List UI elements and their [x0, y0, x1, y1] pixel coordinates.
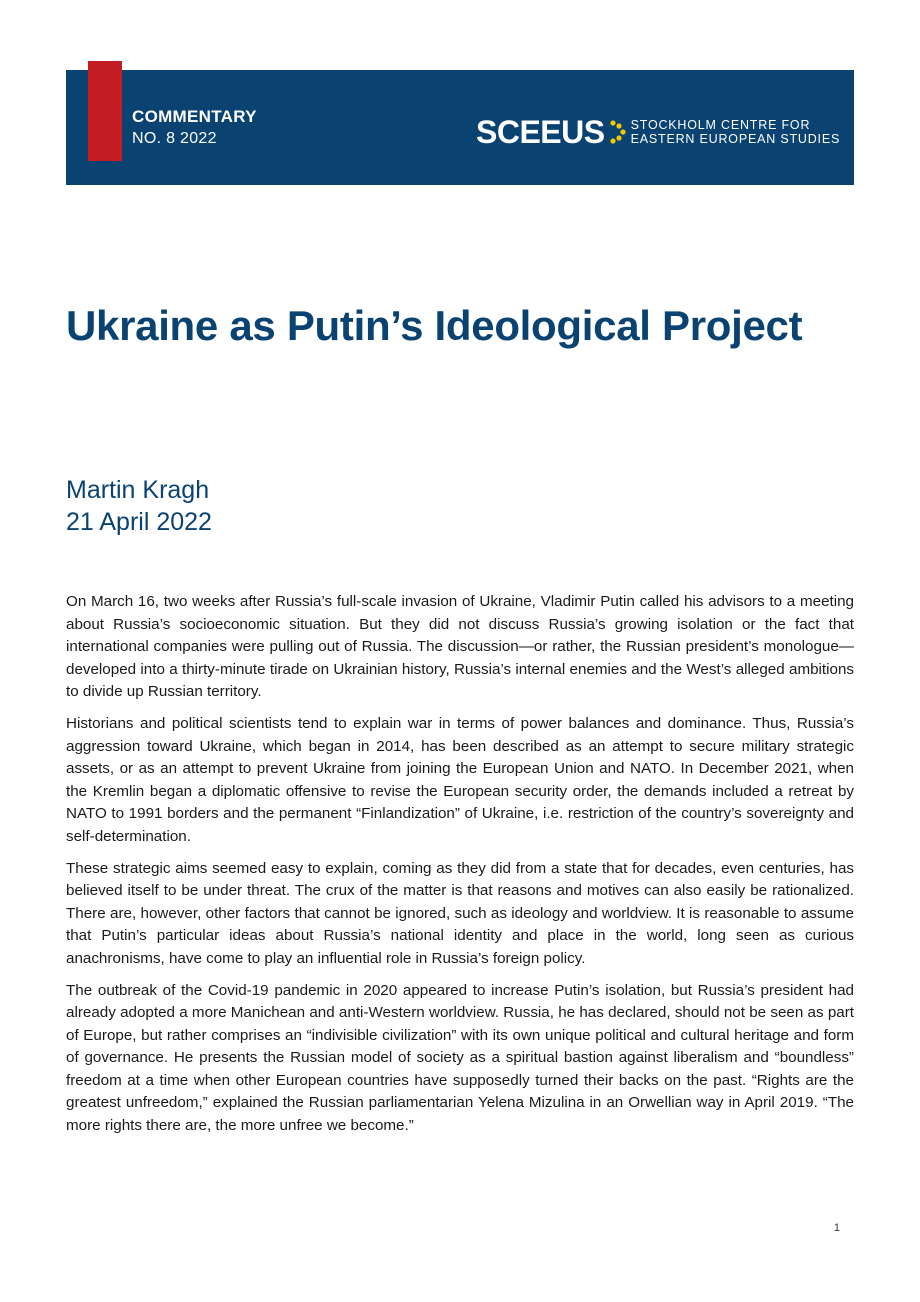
red-accent-tab [88, 61, 122, 161]
logo-subtitle [631, 118, 841, 146]
logo-wordmark: SCEEUS [476, 114, 605, 150]
body-paragraph: The outbreak of the Covid-19 pandemic in 2020 appeared to increase Putin’s isolation, but Russia’s president had already adopted a more Manichean and anti-Western worldview. Russia, he has declared, should not be seen as part of Europe, but rather comprises an “indivisible civilization” with its own unique political and cultural heritage and form of governance. He presents the Russian model of society as a spiritual bastion against liberalism and “boundless” freedom at a time when other European countries have supposedly turned their backs on the past. “Rights are the greatest unfreedom,” explained the Russian parliamentarian Yelena Mizulina in an Orwellian way in April 2019. “The more rights there are, the more unfree we become.” [66, 981, 854, 1135]
publication-date: 21 April 2022 [66, 508, 212, 536]
article-body [66, 591, 854, 1147]
logo-subtitle-line-2: EASTERN EUROPEAN STUDIES [630, 132, 841, 146]
body-paragraph: Historians and political scientists tend to explain war in terms of power balances and dominance. Thus, Russia’s aggression toward Ukraine, which began in 2014, has been described as an attempt to secure military strategic assets, or as an attempt to prevent Ukraine from joining the European Union and NATO. In December 2021, when the Kremlin began a diplomatic offensive to revise the European security order, the demands included a retreat by NATO to 1991 borders and the permanent “Finlandization” of Ukraine, i.e. restriction of the country’s sovereignty and self-determination. [66, 714, 854, 845]
body-paragraph: These strategic aims seemed easy to explain, coming as they did from a state that for decades, even centuries, has believed itself to be under threat. The crux of the matter is that reasons and motives can also easily be rationalized. There are, however, other factors that cannot be ignored, such as ideology and worldview. It is reasonable to assume that Putin’s particular ideas about Russia’s national identity and place in the world, long seen as curious anachronisms, have come to play an influential role in Russia’s foreign policy. [66, 859, 854, 967]
author-name: Martin Kragh [66, 476, 210, 504]
page-number: 1 [833, 1222, 840, 1234]
logo-dots-icon [609, 112, 627, 152]
byline [66, 474, 212, 538]
series-number: NO. 8 2022 [132, 130, 217, 147]
sceeus-logo [476, 112, 840, 152]
series-kind: COMMENTARY [132, 107, 257, 126]
article-title: Ukraine as Putin’s Ideological Project [66, 302, 803, 349]
series-label [132, 106, 257, 150]
body-paragraph: On March 16, two weeks after Russia’s full-scale invasion of Ukraine, Vladimir Putin called his advisors to a meeting about Russia’s socioeconomic situation. But they did not discuss Russia’s growing isolation or the fact that international companies were pulling out of Russia. The discussion—or rather, the Russian president’s monologue—developed into a thirty-minute tirade on Ukrainian history, Russia’s internal enemies and the West’s alleged ambitions to divide up Russian territory. [66, 593, 854, 701]
logo-subtitle-line-1: STOCKHOLM CENTRE FOR [630, 118, 811, 132]
